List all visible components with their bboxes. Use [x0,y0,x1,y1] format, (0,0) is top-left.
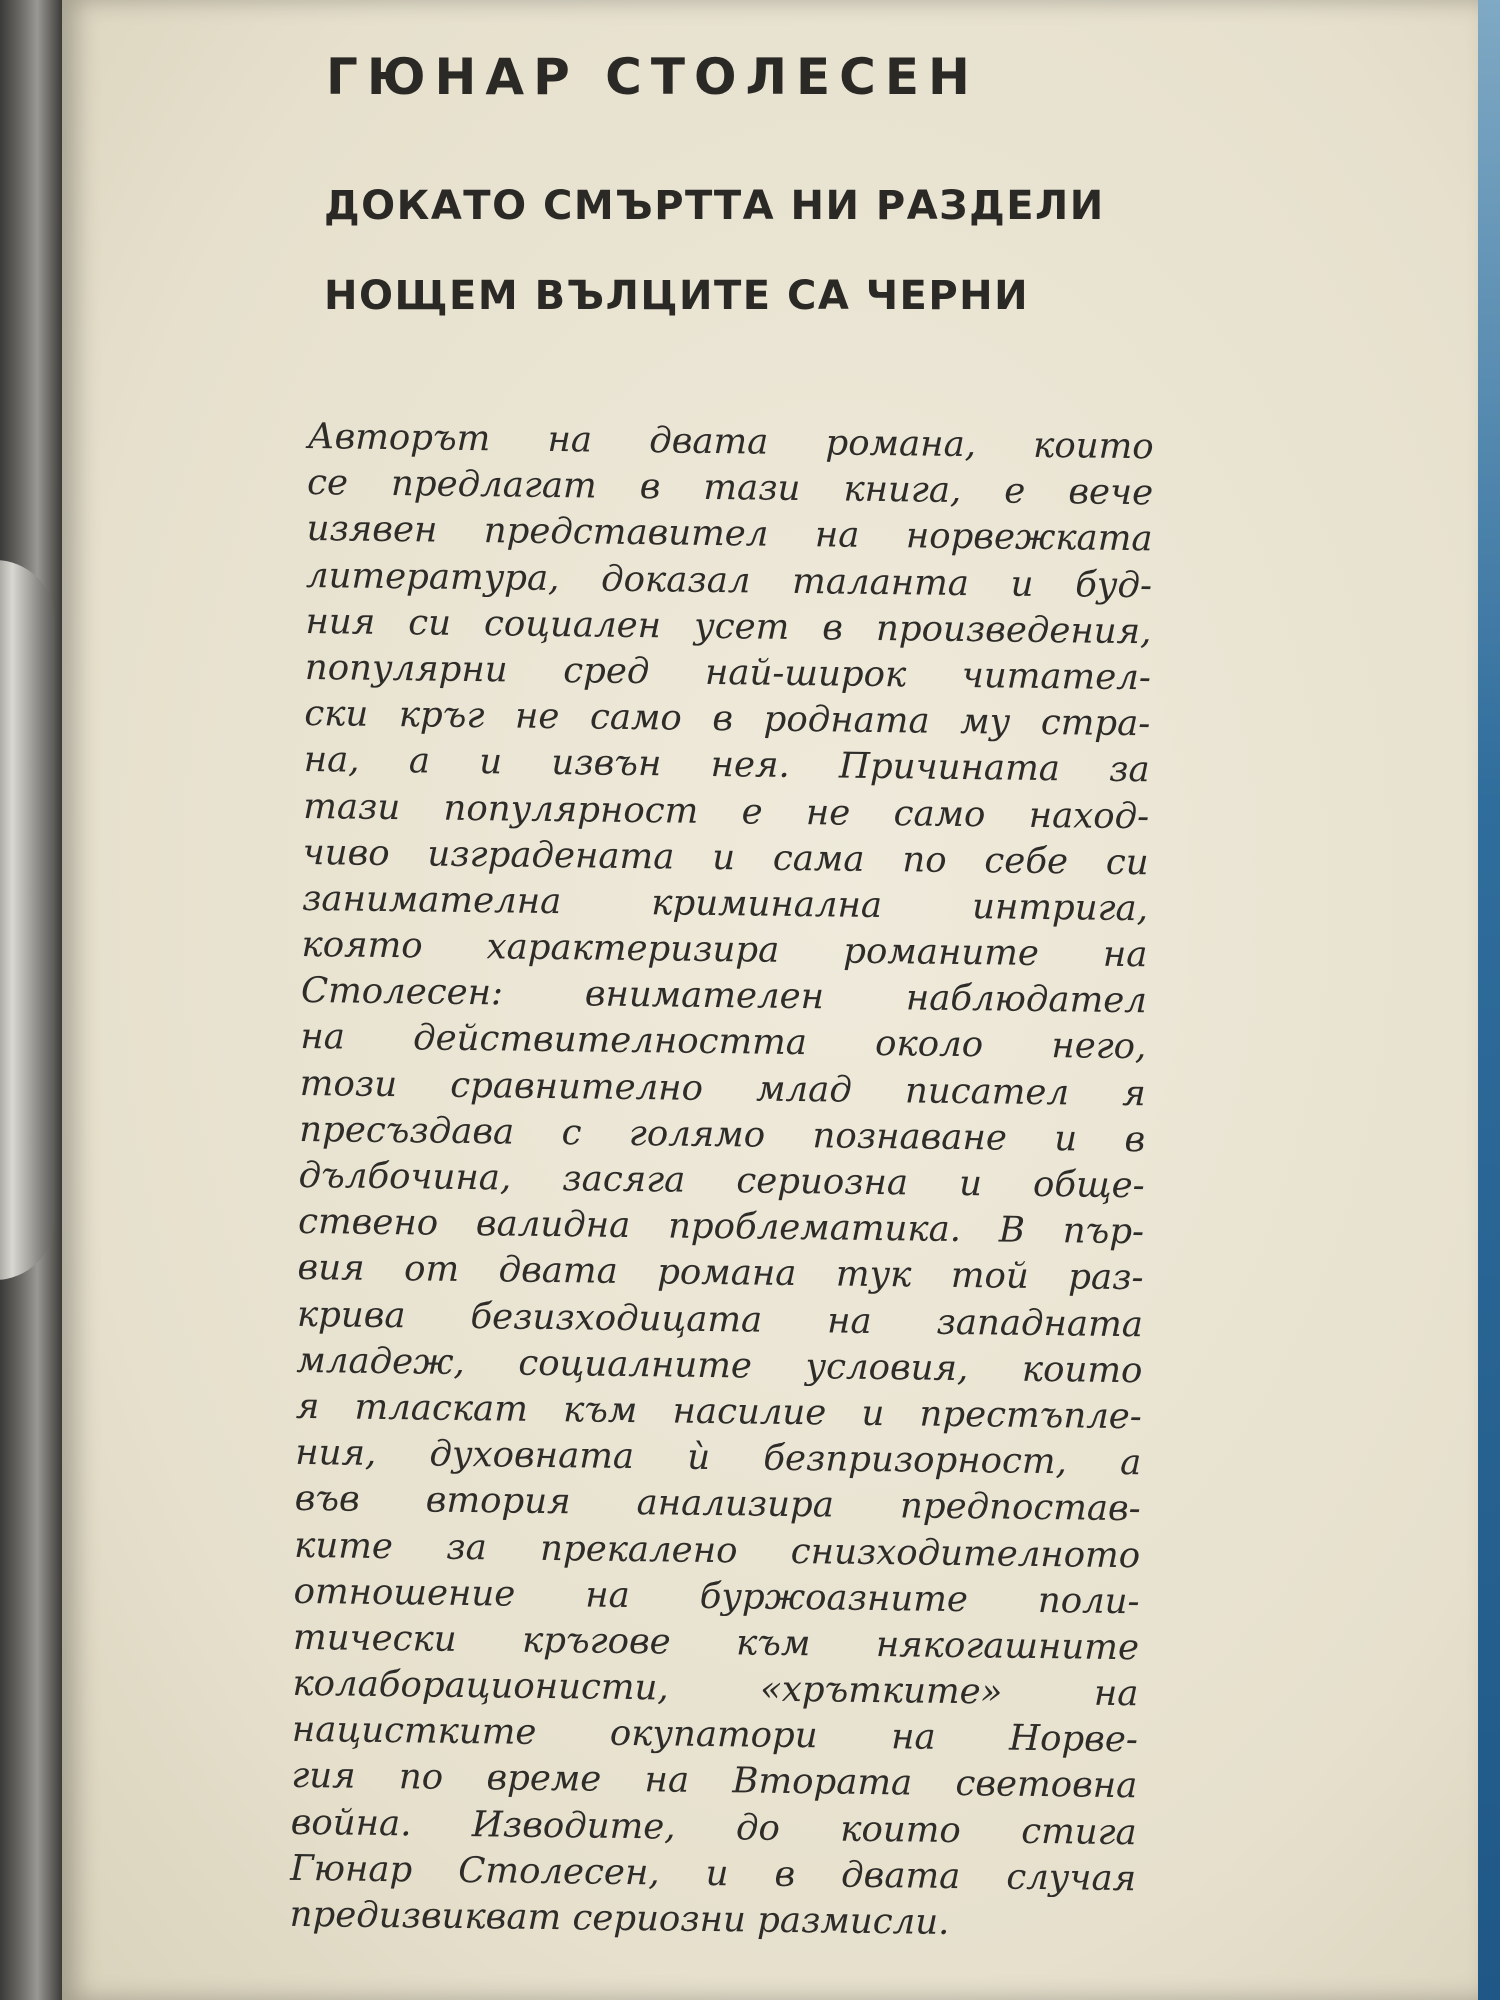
blurb-line: младеж, социалните условия, които [296,1339,1143,1392]
blurb-line: във втория анализира предпостав- [294,1478,1141,1530]
blurb-line: гия по време на Втората световна [291,1755,1138,1807]
blurb-line: изявен представител на норвежката [306,508,1153,560]
author-name: ГЮНАР СТОЛЕСЕН [326,48,979,106]
adjacent-cover-edge [1478,0,1500,2000]
blurb-line: отношение на буржоазните поли- [293,1570,1140,1622]
blurb-line: която характеризира романите на [301,924,1148,976]
blurb-paragraph [289,414,1154,1948]
blurb-line: ния, духовната ѝ безпризорност, а [295,1432,1142,1484]
blurb-line: ния си социален усет в произведения, [305,600,1152,653]
blurb-line: чиво изградената и сама по себе си [302,831,1149,883]
blurb-line: колаборационисти, «хрътките» на [292,1662,1139,1715]
book-title-second-novel: НОЩЕМ ВЪЛЦИТЕ СА ЧЕРНИ [324,273,1030,319]
blurb-line: дълбочина, засяга сериозна и обще- [298,1154,1145,1207]
blurb-line: популярни сред най-широк читател- [304,646,1152,699]
blurb-line: крива безизходицата на западната [296,1293,1144,1345]
blurb-line: нацистките окупатори на Норве- [291,1709,1139,1761]
blurb-line: Гюнар Столесен, и в двата случая [289,1847,1137,1900]
blurb-line: война. Изводите, до които стига [290,1801,1137,1853]
book-title-first-novel: ДОКАТО СМЪРТТА НИ РАЗДЕЛИ [324,183,1105,229]
blurb-line: на, а и извън нея. Причината за [303,739,1150,791]
blurb-line: се предлагат в тази книга, е вече [306,462,1154,514]
blurb-line: Авторът на двата романа, които [307,415,1154,468]
blurb-line: вия от двата романа тук той раз- [297,1247,1144,1299]
blurb-line: тази популярност е не само наход- [302,785,1150,837]
blurb-line: занимателна криминална интрига, [301,877,1149,930]
blurb-line: Столесен: внимателен наблюдател [300,970,1148,1022]
blurb-line: този сравнително млад писател я [299,1062,1147,1114]
adjacent-page-photo-edge [0,0,62,2000]
blurb-line: на действителността около него, [300,1016,1147,1068]
blurb-line: тически кръгове към някогашните [292,1616,1140,1669]
blurb-line: я тласкат към насилие и престъпле- [295,1385,1143,1438]
portrait-photo-fragment [0,560,55,1280]
blurb-line: ски кръг не само в родната му стра- [304,693,1151,745]
book-page [62,0,1478,2000]
blurb-line: предизвикват сериозни размисли. [289,1893,950,1943]
blurb-line: ствено валидна проблематика. В пър- [297,1201,1145,1253]
blurb-line: пресъздава с голямо познаване и в [299,1108,1146,1161]
blurb-line: литература, доказал таланта и буд- [305,554,1153,606]
blurb-line: ките за прекалено снизходителното [293,1524,1141,1576]
